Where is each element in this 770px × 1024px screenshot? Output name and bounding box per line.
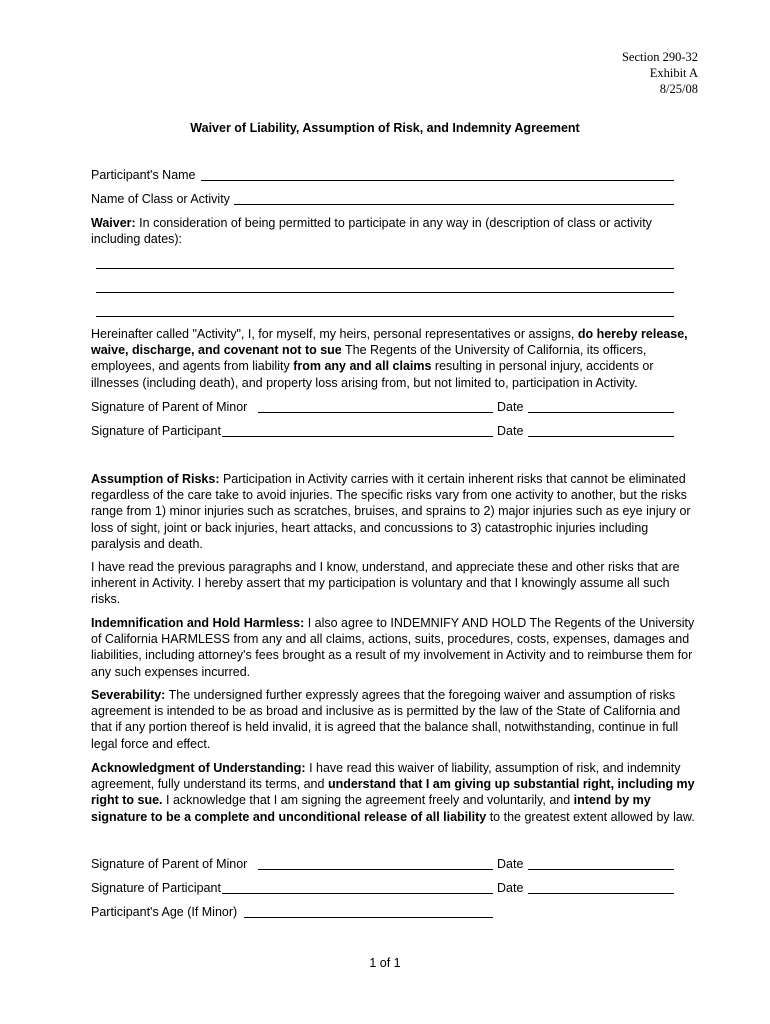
assumption-paragraph: Assumption of Risks: Participation in Activity carries with it certain inherent risks that cannot be eliminated regardless of the care take to avoid injuries. The specific risks vary from one activity to another, but the risks range from 1) minor injuries such as scratches, bruises, and sprains to 2) major injuries such as eye injury or loss of sight, joint or back injuries, heart attacks, and concussions to 3) catastrophic injuries including paralysis and death. bbox=[91, 472, 691, 551]
participant-date-label-bottom: Date bbox=[497, 881, 524, 895]
parent-signature-label-top: Signature of Parent of Minor bbox=[91, 400, 248, 414]
participant-date-field-bottom[interactable] bbox=[528, 893, 674, 894]
section-number: Section 290-32 bbox=[621, 50, 698, 64]
class-activity-label: Name of Class or Activity bbox=[91, 192, 230, 206]
parent-signature-label-bottom: Signature of Parent of Minor bbox=[91, 857, 248, 871]
participant-age-label: Participant's Age (If Minor) bbox=[91, 905, 238, 919]
waiver-paragraph bbox=[91, 215, 696, 247]
release-paragraph: Hereinafter called "Activity", I, for myself, my heirs, personal representatives or assigns, do hereby release, waive, discharge, and covenant not to sue The Regents of the University of California, its officers, employees, and agents from liability from any and all claims resulting in personal injury, accidents or illnesses (including death), and property loss arising from, but not limited to, participation in Activity. bbox=[91, 327, 688, 390]
acknowledgment-paragraph: Acknowledgment of Understanding: I have read this waiver of liability, assumption of risk, and indemnity agreement, fully understand its terms, and understand that I am giving up substantial right, including my right to sue. I acknowledge that I am signing the agreement freely and voluntarily, and intend by my signature to be a complete and unconditional release of all liability to the greatest extent allowed by law. bbox=[91, 761, 695, 824]
severability-paragraph: Severability: The undersigned further expressly agrees that the foregoing waiver and assumption of risks agreement is intended to be as broad and inclusive as is permitted by the law of the State of California and that if any portion thereof is held invalid, it is agreed that the balance shall, notwithstanding, continue in full legal force and effect. bbox=[91, 688, 681, 751]
class-activity-field[interactable] bbox=[234, 204, 674, 205]
parent-date-field-bottom[interactable] bbox=[528, 869, 674, 870]
activity-description-line-1[interactable] bbox=[96, 268, 674, 269]
indemnification-paragraph: Indemnification and Hold Harmless: I also agree to INDEMNIFY AND HOLD The Regents of the University of California HARMLESS from any and all claims, actions, suits, procedures, costs, expenses, damages and liabilities, including attorney's fees brought as a result of my involvement in Activity and to reimburse them for any such expenses incurred. bbox=[91, 616, 695, 679]
participant-name-field[interactable] bbox=[201, 180, 674, 181]
participant-signature-field-bottom[interactable] bbox=[222, 893, 493, 894]
participant-signature-label-bottom: Signature of Participant bbox=[91, 881, 221, 895]
parent-date-field-top[interactable] bbox=[528, 412, 674, 413]
parent-signature-field-top[interactable] bbox=[258, 412, 493, 413]
document-header bbox=[622, 49, 698, 97]
participant-signature-label-top: Signature of Participant bbox=[91, 424, 221, 438]
participant-signature-field-top[interactable] bbox=[222, 436, 493, 437]
document-title: Waiver of Liability, Assumption of Risk, and Indemnity Agreement bbox=[190, 121, 580, 135]
exhibit-label: Exhibit A bbox=[649, 66, 698, 80]
document-date: 8/25/08 bbox=[659, 82, 698, 96]
participant-date-label-top: Date bbox=[497, 424, 524, 438]
understand-paragraph: I have read the previous paragraphs and I know, understand, and appreciate these and other risks that are inherent in Activity. I hereby assert that my participation is voluntary and that I knowingly assume all such risks. bbox=[91, 560, 680, 607]
waiver-heading: Waiver: bbox=[91, 216, 136, 230]
waiver-text: In consideration of being permitted to participate in any way in (description of class or activity including dates): bbox=[91, 216, 652, 247]
activity-description-line-3[interactable] bbox=[96, 316, 674, 317]
participant-name-label: Participant's Name bbox=[91, 168, 196, 182]
participant-age-field[interactable] bbox=[244, 917, 493, 918]
parent-signature-field-bottom[interactable] bbox=[258, 869, 493, 870]
page-number: 1 of 1 bbox=[369, 956, 401, 970]
parent-date-label-bottom: Date bbox=[497, 857, 524, 871]
participant-date-field-top[interactable] bbox=[528, 436, 674, 437]
parent-date-label-top: Date bbox=[497, 400, 524, 414]
activity-description-line-2[interactable] bbox=[96, 292, 674, 293]
